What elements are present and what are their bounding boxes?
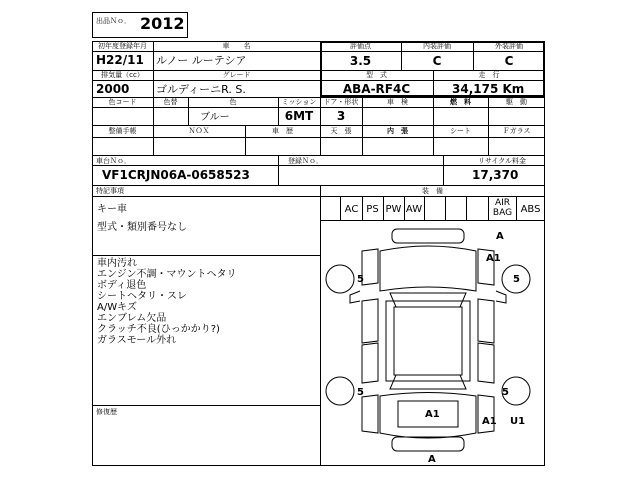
remark-line: 型式・類別番号なし (97, 222, 187, 233)
mark-front-fender: A1 (486, 253, 501, 264)
header-drive: 駆 動 (506, 98, 527, 106)
header-color-change: 色替 (163, 98, 178, 106)
left-front-fender-shape (362, 249, 378, 285)
header-fuel: 燃 料 (450, 98, 471, 106)
hood-shape (380, 246, 476, 291)
header-doors: ドア・形状 (323, 98, 359, 106)
header-first-registration: 初年度登録年月 (98, 42, 147, 50)
remark-line: ボディ退色 (97, 280, 147, 291)
interior-value: C (432, 54, 442, 68)
mark-trunk: A1 (425, 409, 440, 420)
displacement-value: 2000 (96, 82, 130, 96)
right-door-shape (478, 299, 494, 343)
front-bumper-shape (392, 229, 464, 243)
remark-line: シートヘタリ・スレ (97, 291, 187, 302)
equipment-ps: PS (366, 204, 379, 215)
listing-label: 出品Ｎｏ． (96, 17, 131, 25)
header-score: 評価点 (350, 42, 371, 50)
chassis-value: VF1CRJN06A-0658523 (102, 168, 250, 182)
header-car-name: 車 名 (222, 42, 251, 50)
remark-line: ガラスモール外れ (97, 335, 177, 346)
header-headliner: 天 張 (330, 127, 352, 135)
header-color: 色 (229, 98, 237, 106)
remark-line: クラッチ不良(ひっかかり?) (97, 324, 220, 335)
header-interior: 内装評価 (423, 42, 451, 50)
remark-line: エンジン不調・マウントヘタリ (97, 269, 237, 280)
recycle-value: 17,370 (472, 168, 519, 182)
mark-front-bumper: A (496, 231, 504, 242)
transmission-value: 6MT (284, 109, 314, 123)
header-nox: ＮＯＸ (188, 127, 210, 135)
header-history: 車 歴 (272, 127, 293, 135)
remark-line: キー車 (97, 204, 127, 215)
header-mileage: 走 行 (478, 71, 500, 79)
mark-rear-right: U1 (510, 416, 526, 427)
listing-number: 2012 (140, 14, 185, 33)
registration-label: 登録Ｎｏ． (288, 157, 323, 165)
header-seat: シート (450, 127, 471, 135)
car-name-value: ルノー ルーテシア (156, 54, 247, 67)
header-transmission: ミッション (281, 98, 317, 106)
header-service-book: 整備手帳 (108, 127, 137, 135)
header-model: 型 式 (366, 71, 387, 79)
score-value: 3.5 (349, 54, 372, 68)
exterior-value: C (504, 54, 514, 68)
remark-line: A/Wキズ (97, 302, 137, 313)
color-value: ブルー (200, 112, 230, 123)
equipment-airbag: AIR BAG (492, 198, 513, 218)
left-rear-quarter-shape (362, 395, 378, 433)
header-trim: 内 張 (387, 127, 408, 135)
mark-rear-bumper: A (428, 454, 436, 465)
car-damage-diagram (320, 221, 545, 466)
mark-wheel-rear-right: 5 (502, 387, 509, 398)
remark-line: 車内汚れ (97, 258, 137, 269)
equipment-pw: PW (385, 204, 402, 215)
equipment-ac: AC (344, 204, 359, 215)
mark-wheel-front-right: 5 (513, 274, 520, 285)
wheel-rear-left-shape (326, 377, 354, 405)
windshield-shape (390, 293, 466, 307)
chassis-label: 車台Ｎｏ． (96, 157, 131, 165)
repair-history-label: 修復歴 (96, 408, 117, 416)
header-color-code: 色コード (108, 98, 137, 106)
mark-wheel-rear-left: 5 (357, 387, 364, 398)
left-door-shape (362, 299, 378, 343)
header-windshield: Ｆガラス (502, 127, 531, 135)
grade-value: ゴルディーニR. S. (156, 83, 246, 96)
doors-value: 3 (336, 109, 346, 123)
remarks-title: 特記事項 (96, 187, 124, 195)
header-inspection: 車 検 (387, 98, 408, 106)
cabin-shape (386, 301, 470, 381)
mileage-value: 34,175 Km (452, 82, 525, 96)
equipment-abs: ABS (520, 204, 541, 215)
mark-wheel-front-left: 5 (357, 274, 364, 285)
recycle-label: リサイクル料金 (478, 157, 527, 165)
wheel-front-left-shape (326, 265, 354, 293)
mark-rear-quarter: A1 (482, 416, 497, 427)
header-exterior: 外装評価 (495, 42, 523, 50)
header-grade: グレード (222, 71, 251, 79)
header-displacement: 排気量（cc） (101, 71, 144, 79)
equipment-aw: AW (405, 204, 423, 215)
remark-line: エンブレム欠品 (97, 313, 167, 324)
equipment-title: 装 備 (422, 187, 443, 195)
first-registration-value: H22/11 (96, 53, 144, 67)
rear-bumper-shape (392, 437, 464, 451)
model-value: ABA-RF4C (342, 82, 411, 96)
